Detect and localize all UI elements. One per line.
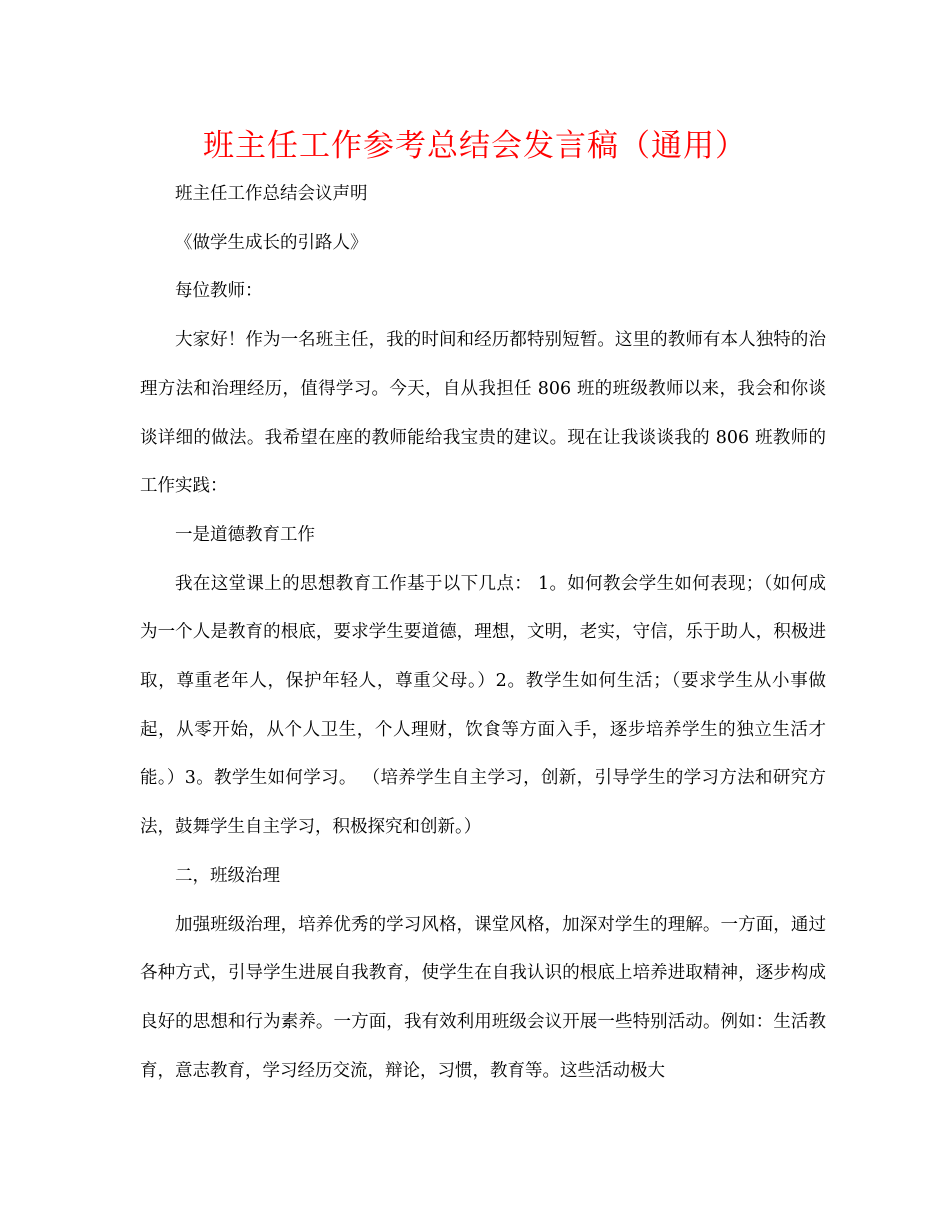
paragraph-speech-title: 《做学生成长的引路人》 (175, 232, 368, 253)
section-heading-moral-education: 一是道德教育工作 (175, 524, 315, 545)
paragraph-introduction: 大家好！作为一名班主任，我的时间和经历都特别短暂。这里的教师有本人独特的治理方法和治理经历，值得学习。今天，自从我担任 806 班的班级教师以来，我会和你谈谈详细的做法。我希望在座的教师能给我宝贵的建议。现在让我谈谈我的 806 班教师的工作实践： (140, 330, 826, 497)
document-title: 班主任工作参考总结会发言稿（通用） (203, 128, 747, 164)
document-body (140, 170, 826, 1095)
paragraph-subtitle: 班主任工作总结会议声明 (175, 184, 368, 204)
paragraph-salutation: 每位教师： (175, 281, 263, 302)
section-heading-class-management: 二，班级治理 (175, 865, 280, 886)
paragraph-class-management: 加强班级治理，培养优秀的学习风格，课堂风格，加深对学生的理解。一方面，通过各种方式，引导学生进展自我教育，使学生在自我认识的根底上培养进取精神，逐步构成良好的思想和行为素养。一方面，我有效利用班级会议开展一些特别活动。例如：生活教育，意志教育，学习经历交流，辩论，习惯，教育等。这些活动极大 (140, 914, 826, 1081)
paragraph-moral-education: 我在这堂课上的思想教育工作基于以下几点： 1。如何教会学生如何表现；（如何成为一个人是教育的根底，要求学生要道德，理想，文明，老实，守信，乐于助人，积极进取，尊重老年人，保护年轻人，尊重父母。）2。教学生如何生活；（要求学生从小事做起，从零开始，从个人卫生，个人理财，饮食等方面入手，逐步培养学生的独立生活才能。）3。教学生如何学习。 （培养学生自主学习，创新，引导学生的学习方法和研究方法，鼓舞学生自主学习，积极探究和创新。） (140, 573, 826, 838)
